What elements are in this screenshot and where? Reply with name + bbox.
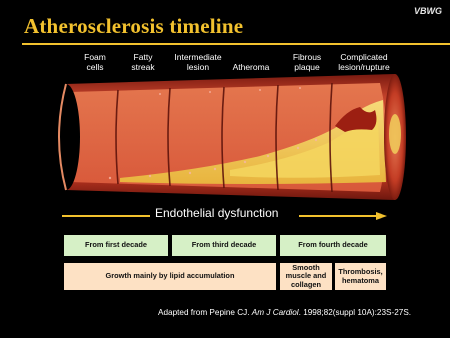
- stage-label-intermediate-lesion: [166, 52, 230, 72]
- citation-suffix: . 1998;82(suppl 10A):23S-27S.: [298, 308, 412, 317]
- stage-label-line: Complicated: [340, 52, 388, 62]
- decade-box-fourth: From fourth decade: [280, 235, 386, 256]
- stage-label-complicated-lesion: [330, 52, 398, 72]
- decade-box-third: From third decade: [172, 235, 276, 256]
- citation-journal: Am J Cardiol: [251, 308, 299, 317]
- growth-box-lipid: Growth mainly by lipid accumulation: [64, 263, 276, 290]
- decade-box-first: From first decade: [64, 235, 168, 256]
- stage-label-line: lesion/rupture: [338, 62, 390, 72]
- growth-box-smooth-muscle: Smooth muscle and collagen: [280, 263, 332, 290]
- stage-label-line: cells: [86, 62, 104, 72]
- vbwg-logo: VBWG: [414, 6, 442, 16]
- stage-label-line: streak: [131, 62, 155, 72]
- artery-illustration: [0, 70, 450, 205]
- stage-label-fibrous-plaque: [282, 52, 332, 72]
- title-divider: [22, 43, 450, 45]
- arrow-label: Endothelial dysfunction: [155, 206, 279, 220]
- stage-label-line: [226, 52, 276, 62]
- stage-label-atheroma: [226, 52, 276, 72]
- stage-label-fatty-streak: [118, 52, 168, 72]
- artery-left-opening: [52, 84, 80, 190]
- stage-label-foam-cells: [70, 52, 120, 72]
- stage-label-line: Foam: [84, 52, 106, 62]
- stage-label-line: plaque: [294, 62, 320, 72]
- citation-prefix: Adapted from Pepine CJ.: [158, 308, 252, 317]
- growth-box-thrombosis: Thrombosis, hematoma: [335, 263, 386, 290]
- stage-label-line: lesion: [186, 62, 210, 72]
- page-title: Atherosclerosis timeline: [24, 14, 244, 38]
- citation: [158, 308, 411, 317]
- stage-label-line: Intermediate: [174, 52, 222, 62]
- stage-label-line: Fibrous: [292, 52, 322, 62]
- stage-label-line: Fatty: [133, 52, 153, 62]
- stage-label-line: Atheroma: [232, 62, 270, 72]
